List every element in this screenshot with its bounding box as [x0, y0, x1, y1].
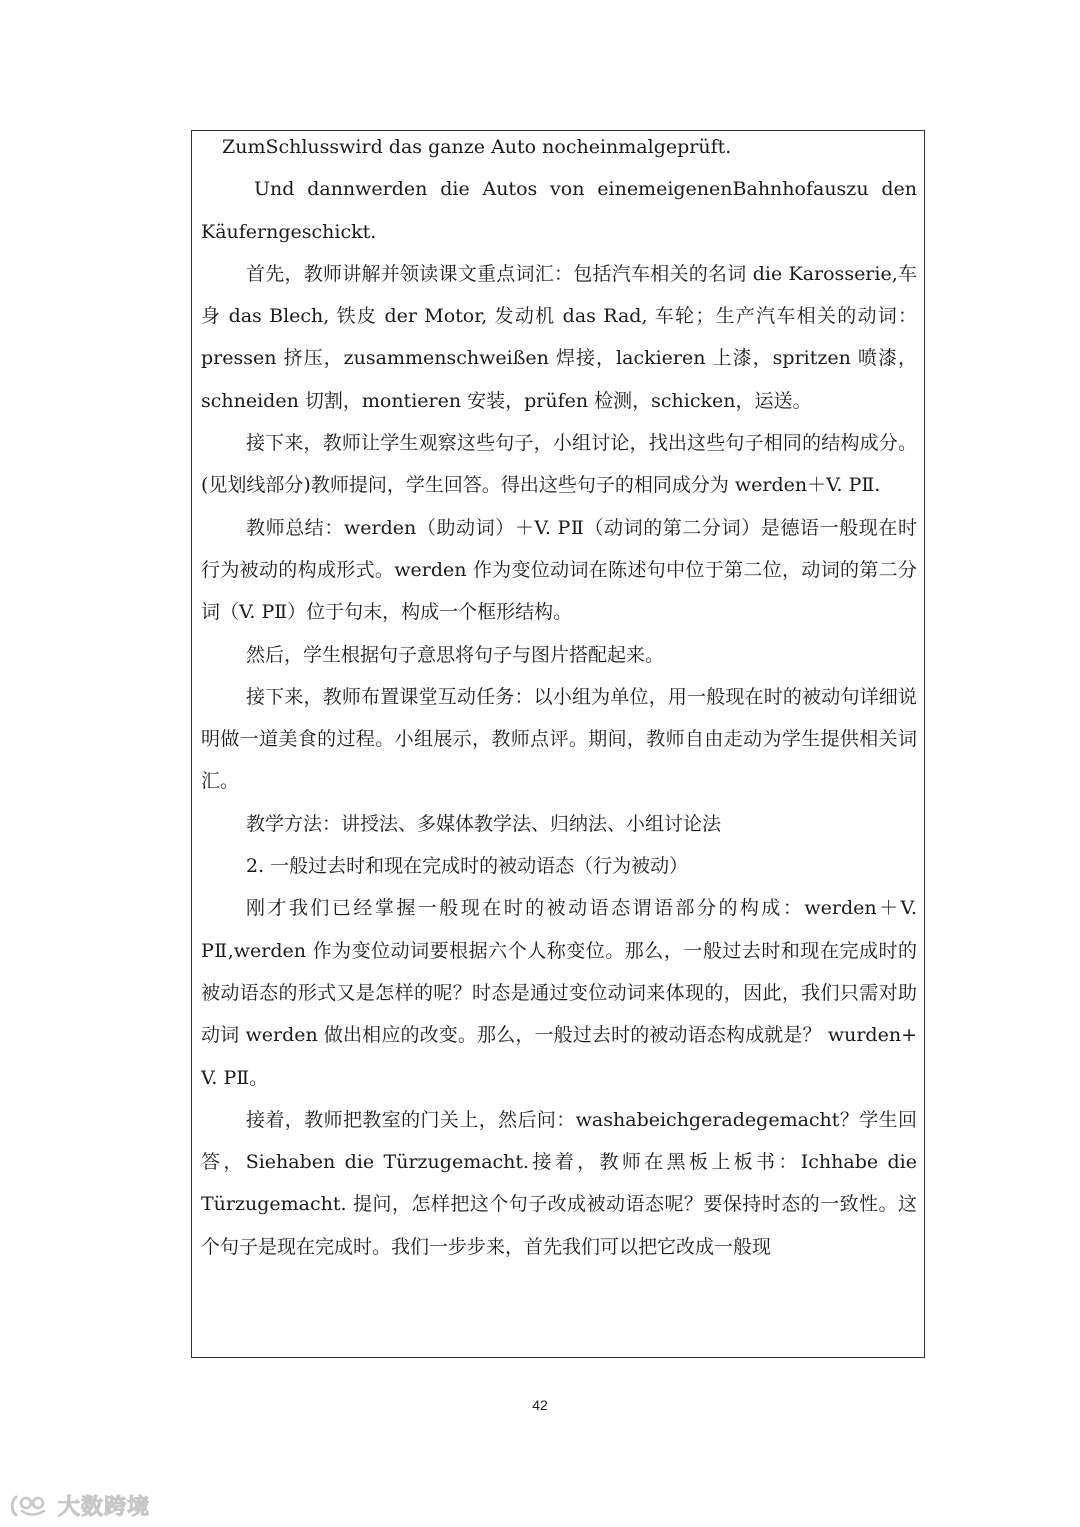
paragraph-1: ZumSchlusswird das ganze Auto nocheinmalgeprüft. — [222, 136, 732, 158]
page-number: 42 — [532, 1397, 548, 1413]
paragraph-7: 接下来，教师布置课堂互动任务：以小组为单位，用一般现在时的被动句详细说明做一道美食的过程。小组展示，教师点评。期间，教师自由走动为学生提供相关词汇。 — [201, 685, 917, 793]
paragraph-6: 然后，学生根据句子意思将句子与图片搭配起来。 — [246, 643, 665, 666]
document-body — [201, 131, 917, 1268]
watermark-text: 大数跨境 — [58, 1495, 151, 1520]
paragraph-5: 教师总结：werden（助动词）＋V. PⅡ（动词的第二分词）是德语一般现在时行为被动的构成形式。werden 作为变位动词在陈述句中位于第二位，动词的第二分词（V. PⅡ）位于句末，构成一个框形结构。 — [201, 516, 917, 624]
watermark — [10, 1490, 150, 1521]
paragraph-3: 首先，教师讲解并领读课文重点词汇：包括汽车相关的名词 die Karosserie,车身 das Blech, 铁皮 der Motor, 发动机 das Rad, 车轮；生产汽车相关的动词：pressen 挤压，zusammenschweißen 焊接，lackieren 上漆，spritzen 喷漆， schneiden 切割，montieren 安装，prüfen 检测，schicken，运送。 — [201, 262, 917, 412]
paragraph-11: 接着，教师把教室的门关上，然后问：washabeichgeradegemacht？学生回答，Siehaben die Türzugemacht.接着，教师在黑板上板书：Ichhabe die Türzugemacht. 提问，怎样把这个句子改成被动语态呢？要保持时态的一致性。这个句子是现在完成时。我们一步步来，首先我们可以把它改成一般现 — [201, 1108, 917, 1258]
paragraph-10: 刚才我们已经掌握一般现在时的被动语态谓语部分的构成：werden＋V. PⅡ,werden 作为变位动词要根据六个人称变位。那么，一般过去时和现在完成时的被动语态的形式又是怎样的呢？时态是通过变位动词来体现的，因此，我们只需对助动词 werden 做出相应的改变。那么，一般过去时的被动语态构成就是？ wurden+ V. PⅡ。 — [201, 897, 917, 1089]
paragraph-2: Und dannwerden die Autos von einemeigenenBahnhofauszu den Käuferngeschickt. — [201, 178, 917, 243]
document-frame — [191, 130, 925, 1358]
section-heading: 2. 一般过去时和现在完成时的被动语态（行为被动） — [246, 855, 689, 878]
watermark-logo-icon — [10, 1493, 52, 1519]
paragraph-4: 接下来，教师让学生观察这些句子，小组讨论，找出这些句子相同的结构成分。(见划线部分)教师提问，学生回答。得出这些句子的相同成分为 werden＋V. PⅡ. — [201, 432, 917, 497]
paragraph-8: 教学方法：讲授法、多媒体教学法、归纳法、小组讨论法 — [246, 812, 722, 835]
